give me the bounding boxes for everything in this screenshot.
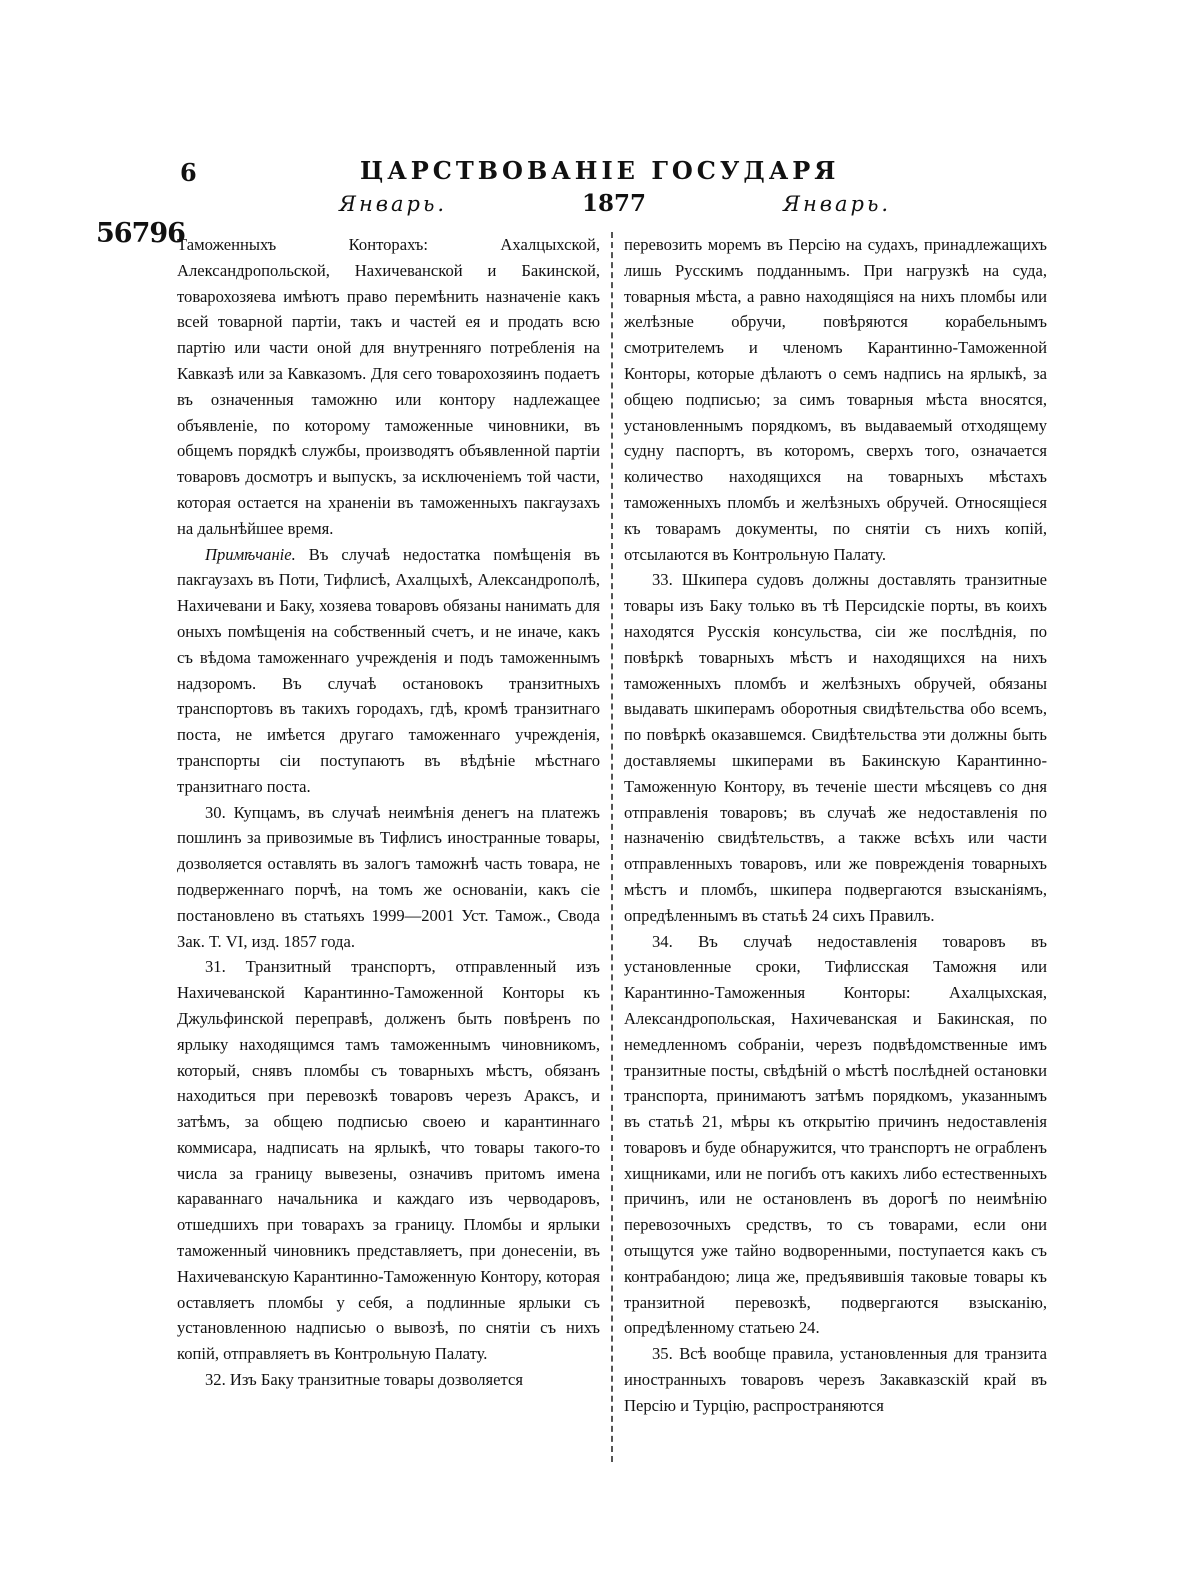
article-35: 35. Всѣ вообще правила, установленныя для транзита иностранныхъ товаровъ черезъ Закавказскій край въ Персію и Турцію, распространяются bbox=[624, 1344, 1047, 1415]
right-column bbox=[624, 232, 1047, 1464]
column-divider bbox=[611, 232, 613, 1462]
law-number: 56796 bbox=[96, 218, 185, 249]
note-label: Примѣчаніе. bbox=[205, 544, 296, 564]
month-left: Январь. bbox=[339, 192, 448, 216]
article-32-start: 32. Изъ Баку транзитные товары дозволяется bbox=[205, 1370, 523, 1390]
paragraph-continuation: Таможенныхъ Конторахъ: Ахалцыхской, Александропольской, Нахичеванской и Бакинской, товарохозяева имѣютъ право перемѣнить назначеніе какъ всей товарной партіи, такъ и частей ея и продать всю партію или части оной для внутренняго потребленія на Кавказѣ или за Кавказомъ. Для сего товарохозяинъ подаетъ въ означенныя таможню или контору надлежащее объявленіе, по которому таможенные чиновники, въ общемъ порядкѣ службы, производятъ объявленной партіи товаровъ досмотръ и выпускъ, за исключеніемъ той части, которая остается на храненіи въ таможенныхъ пакгаузахъ на дальнѣйшее время. bbox=[177, 235, 600, 538]
article-31: 31. Транзитный транспортъ, отправленный изъ Нахичеванской Карантинно-Таможенной Конторы къ Джульфинской переправѣ, долженъ быть повѣренъ по ярлыку находящимся тамъ таможеннымъ чиновникомъ, который, снявъ пломбы съ товарныхъ мѣстъ, обязанъ находиться при перевозкѣ товаровъ черезъ Араксъ, и затѣмъ, за общею подписью своею и карантиннаго коммисара, надписать на ярлыкѣ, что товары такого-то числа за границу вывезены, означивъ притомъ имена караваннаго начальника и каждаго изъ черводаровъ, отшедшихъ при товарахъ за границу. Пломбы и ярлыки таможенный чиновникъ представляетъ, при донесеніи, въ Нахичеванскую Карантинно-Таможенную Контору, которая оставляетъ пломбы у себя, а подлинные ярлыки съ установленною надписью о вывозѣ, по снятіи съ нихъ копій, отправляетъ въ Контрольную Палату. bbox=[177, 957, 600, 1364]
article-32-continuation: перевозить моремъ въ Персію на судахъ, принадлежащихъ лишь Русскимъ подданнымъ. При нагрузкѣ на суда, товарныя мѣста, а равно находящіяся на нихъ пломбы или желѣзные обручи, повѣряются корабельнымъ смотрителемъ и членомъ Карантинно-Таможенной Конторы, которые дѣлаютъ о семъ надпись на ярлыкѣ, за общею подписью; за симъ товарныя мѣста вносятся, установленнымъ порядкомъ, въ выдаваемый отходящему судну паспортъ, въ которомъ, сверхъ того, означается количество находящихся на товарныхъ мѣстахъ таможенныхъ пломбъ и желѣзныхъ обручей. Относящіеся къ товарамъ документы, по снятіи съ нихъ копій, отсылаются въ Контрольную Палату. bbox=[624, 235, 1047, 564]
note-paragraph bbox=[177, 542, 600, 800]
month-right: Январь. bbox=[783, 192, 892, 216]
left-column bbox=[177, 232, 600, 1464]
article-33: 33. Шкипера судовъ должны доставлять транзитные товары изъ Баку только въ тѣ Персидскіе порты, въ коихъ находятся Русскія консульства, сіи же послѣднія, по повѣркѣ товарныхъ мѣстъ и находящихся на нихъ таможенныхъ пломбъ и желѣзныхъ обручей, обязаны выдавать шкиперамъ оборотныя свидѣтельства обо всемъ, по повѣркѣ оказавшемся. Свидѣтельства эти должны быть доставляемы шкиперами въ Бакинскую Карантинно-Таможенную Контору, въ теченіе шести мѣсяцевъ со дня отправленія товаровъ; въ случаѣ же недоставленія по назначенію свидѣтельствъ, а также всѣхъ или части отправленныхъ товаровъ, или же поврежденія товарныхъ мѣстъ и пломбъ, шкипера подвергаются взысканіямъ, опредѣленнымъ въ статьѣ 24 сихъ Правилъ. bbox=[624, 570, 1047, 925]
article-30: 30. Купцамъ, въ случаѣ неимѣнія денегъ на платежъ пошлинъ за привозимые въ Тифлисъ иностранные товары, дозволяется оставлять въ залогъ таможнѣ часть товара, не подверженнаго порчѣ, на томъ же основаніи, какъ сіе постановлено въ статьяхъ 1999—2001 Уст. Тамож., Свода Зак. Т. VI, изд. 1857 года. bbox=[177, 802, 600, 951]
year: 1877 bbox=[582, 190, 647, 217]
article-34: 34. Въ случаѣ недоставленія товаровъ въ установленные сроки, Тифлисская Таможня или Карантинно-Таможенныя Конторы: Ахалцыхская, Александропольская, Нахичеванская и Бакинская, по немедленномъ собраніи, черезъ подвѣдомственные имъ транзитные посты, свѣдѣній о мѣстѣ послѣдней остановки транспорта, принимаютъ затѣмъ порядкомъ, указаннымъ въ статьѣ 21, мѣры къ открытію причинъ недоставленія товаровъ и буде обнаружится, что транспортъ не ограбленъ хищниками, или не погибъ отъ какихъ либо естественныхъ причинъ, или не остановленъ въ дорогѣ по неимѣнію перевозочныхъ средствъ, то съ товарами, если они отыщутся уже тайно водворенными, поступается какъ съ контрабандою; лица же, предъявившія таковые товары къ транзитной перевозкѣ, подвергаются взысканію, опредѣленному статьею 24. bbox=[624, 931, 1047, 1338]
running-title: ЦАРСТВОВАНІЕ ГОСУДАРЯ bbox=[360, 156, 840, 185]
page-number: 6 bbox=[180, 158, 197, 187]
note-text: Въ случаѣ недостатка помѣщенія въ пакгаузахъ въ Поти, Тифлисѣ, Ахалцыхѣ, Александрополѣ, Нахичевани и Баку, хозяева товаровъ обязаны нанимать для оныхъ помѣщенія на собственный счетъ, и не иначе, какъ съ вѣдома таможеннаго учрежденія и подъ таможеннымъ надзоромъ. Въ случаѣ остановокъ транзитныхъ транспортовъ въ такихъ городахъ, гдѣ, кромѣ транзитнаго поста, не имѣется другаго таможеннаго учрежденія, транспорты сіи поступаютъ въ вѣдѣніе мѣстнаго транзитнаго поста. bbox=[177, 544, 600, 796]
